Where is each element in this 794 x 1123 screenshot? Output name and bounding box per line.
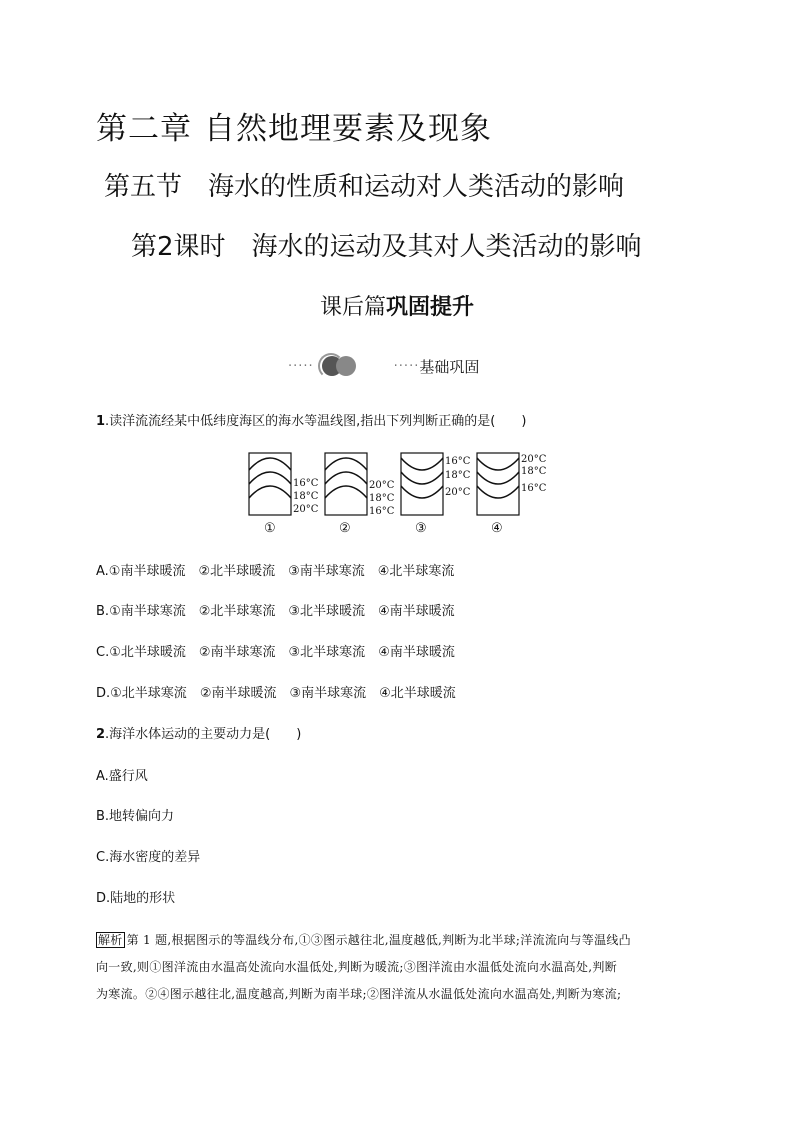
isotherm-panel-3 — [401, 453, 471, 536]
temp-label: 20°C — [521, 454, 547, 465]
section-number: 第五节 — [104, 172, 183, 202]
option-letter: B. — [96, 604, 110, 619]
chapter-number: 第二章 — [96, 111, 192, 147]
isotherm-panel-2 — [325, 453, 395, 536]
part-bold: 巩固提升 — [386, 295, 475, 320]
option-d[interactable] — [96, 682, 469, 701]
part-heading — [0, 290, 794, 321]
option-item: ③北半球暖流 — [288, 604, 366, 619]
panel-label: ④ — [491, 521, 503, 536]
isotherm-panel-4 — [477, 453, 547, 536]
section-heading — [104, 166, 624, 203]
option-item: ②南半球暖流 — [199, 686, 277, 701]
option-letter: C. — [96, 645, 110, 660]
temp-label: 18°C — [293, 491, 319, 502]
dotted-rule-icon: ····· — [288, 358, 314, 374]
question-2-number: 2 — [96, 727, 106, 742]
panel-label: ③ — [415, 521, 427, 536]
isotherm-figure — [246, 448, 556, 540]
part-prefix: 课后篇 — [319, 295, 386, 320]
temp-label: 18°C — [369, 493, 395, 504]
option-a[interactable] — [96, 560, 467, 579]
explanation-line: 为寒流。②④图示越往北,温度越高,判断为南半球;②图洋流从水温低处流向水温高处,判断为寒流; — [96, 987, 622, 1001]
temp-label: 20°C — [445, 487, 471, 498]
chapter-title: 自然地理要素及现象 — [204, 111, 492, 147]
option-item: ④南半球暖流 — [378, 645, 455, 660]
temp-label: 20°C — [293, 504, 319, 515]
explanation — [96, 927, 696, 1008]
temp-label: 18°C — [445, 470, 471, 481]
temp-label: 16°C — [445, 456, 471, 467]
q2-option-d[interactable]: D.陆地的形状 — [96, 891, 176, 906]
option-item: ④南半球暖流 — [378, 604, 455, 619]
question-2-text: .海洋水体运动的主要动力是( ) — [105, 727, 302, 742]
temp-label: 18°C — [521, 466, 547, 477]
question-1 — [96, 410, 526, 429]
chapter-heading — [96, 103, 492, 148]
question-2 — [96, 723, 301, 742]
double-circle-logo-icon — [318, 353, 362, 379]
option-item: ③北半球寒流 — [288, 645, 366, 660]
option-c[interactable] — [96, 641, 468, 660]
dotted-rule-icon: ····· — [393, 358, 420, 374]
section-label: 基础巩固 — [419, 357, 480, 376]
q2-option-c[interactable]: C.海水密度的差异 — [96, 850, 201, 865]
option-item: ②北半球暖流 — [198, 564, 276, 579]
question-1-text: .读洋流流经某中低纬度海区的海水等温线图,指出下列判断正确的是( ) — [105, 414, 527, 429]
panel-label: ① — [264, 521, 276, 536]
lesson-title: 海水的运动及其对人类活动的影响 — [251, 232, 642, 262]
q2-option-b[interactable]: B.地转偏向力 — [96, 809, 175, 824]
option-item: ③南半球寒流 — [288, 564, 365, 579]
q2-option-a[interactable]: A.盛行风 — [96, 769, 148, 784]
temp-label: 16°C — [293, 478, 319, 489]
option-item: ④北半球暖流 — [379, 686, 456, 701]
option-item: ①北半球暖流 — [109, 645, 186, 660]
explanation-line: 向一致,则①图洋流由水温高处流向水温低处,判断为暖流;③图洋流由水温低处流向水温高处,判断 — [96, 960, 617, 974]
option-letter: D. — [96, 686, 111, 701]
option-item: ①南半球暖流 — [108, 564, 186, 579]
panel-label: ② — [339, 521, 351, 536]
isotherm-panel-1 — [249, 453, 319, 536]
option-item: ④北半球寒流 — [377, 564, 455, 579]
option-item: ③南半球寒流 — [289, 686, 367, 701]
explanation-tag: 解析 — [98, 933, 123, 947]
section-title: 海水的性质和运动对人类活动的影响 — [208, 172, 625, 202]
option-item: ①南半球寒流 — [109, 604, 186, 619]
explanation-line: 第 1 题,根据图示的等温线分布,①③图示越往北,温度越低,判断为北半球;洋流流向与等温线凸 — [126, 933, 631, 947]
section-marker — [288, 352, 479, 380]
option-letter: A. — [96, 564, 109, 579]
option-b[interactable] — [96, 600, 468, 619]
lesson-heading — [131, 226, 642, 263]
question-1-number: 1 — [96, 414, 106, 429]
option-item: ②北半球寒流 — [198, 604, 276, 619]
temp-label: 16°C — [369, 506, 395, 517]
temp-label: 20°C — [369, 480, 395, 491]
option-item: ①北半球寒流 — [110, 686, 187, 701]
temp-label: 16°C — [521, 483, 547, 494]
lesson-number: 第2课时 — [131, 232, 226, 262]
option-item: ②南半球寒流 — [198, 645, 276, 660]
